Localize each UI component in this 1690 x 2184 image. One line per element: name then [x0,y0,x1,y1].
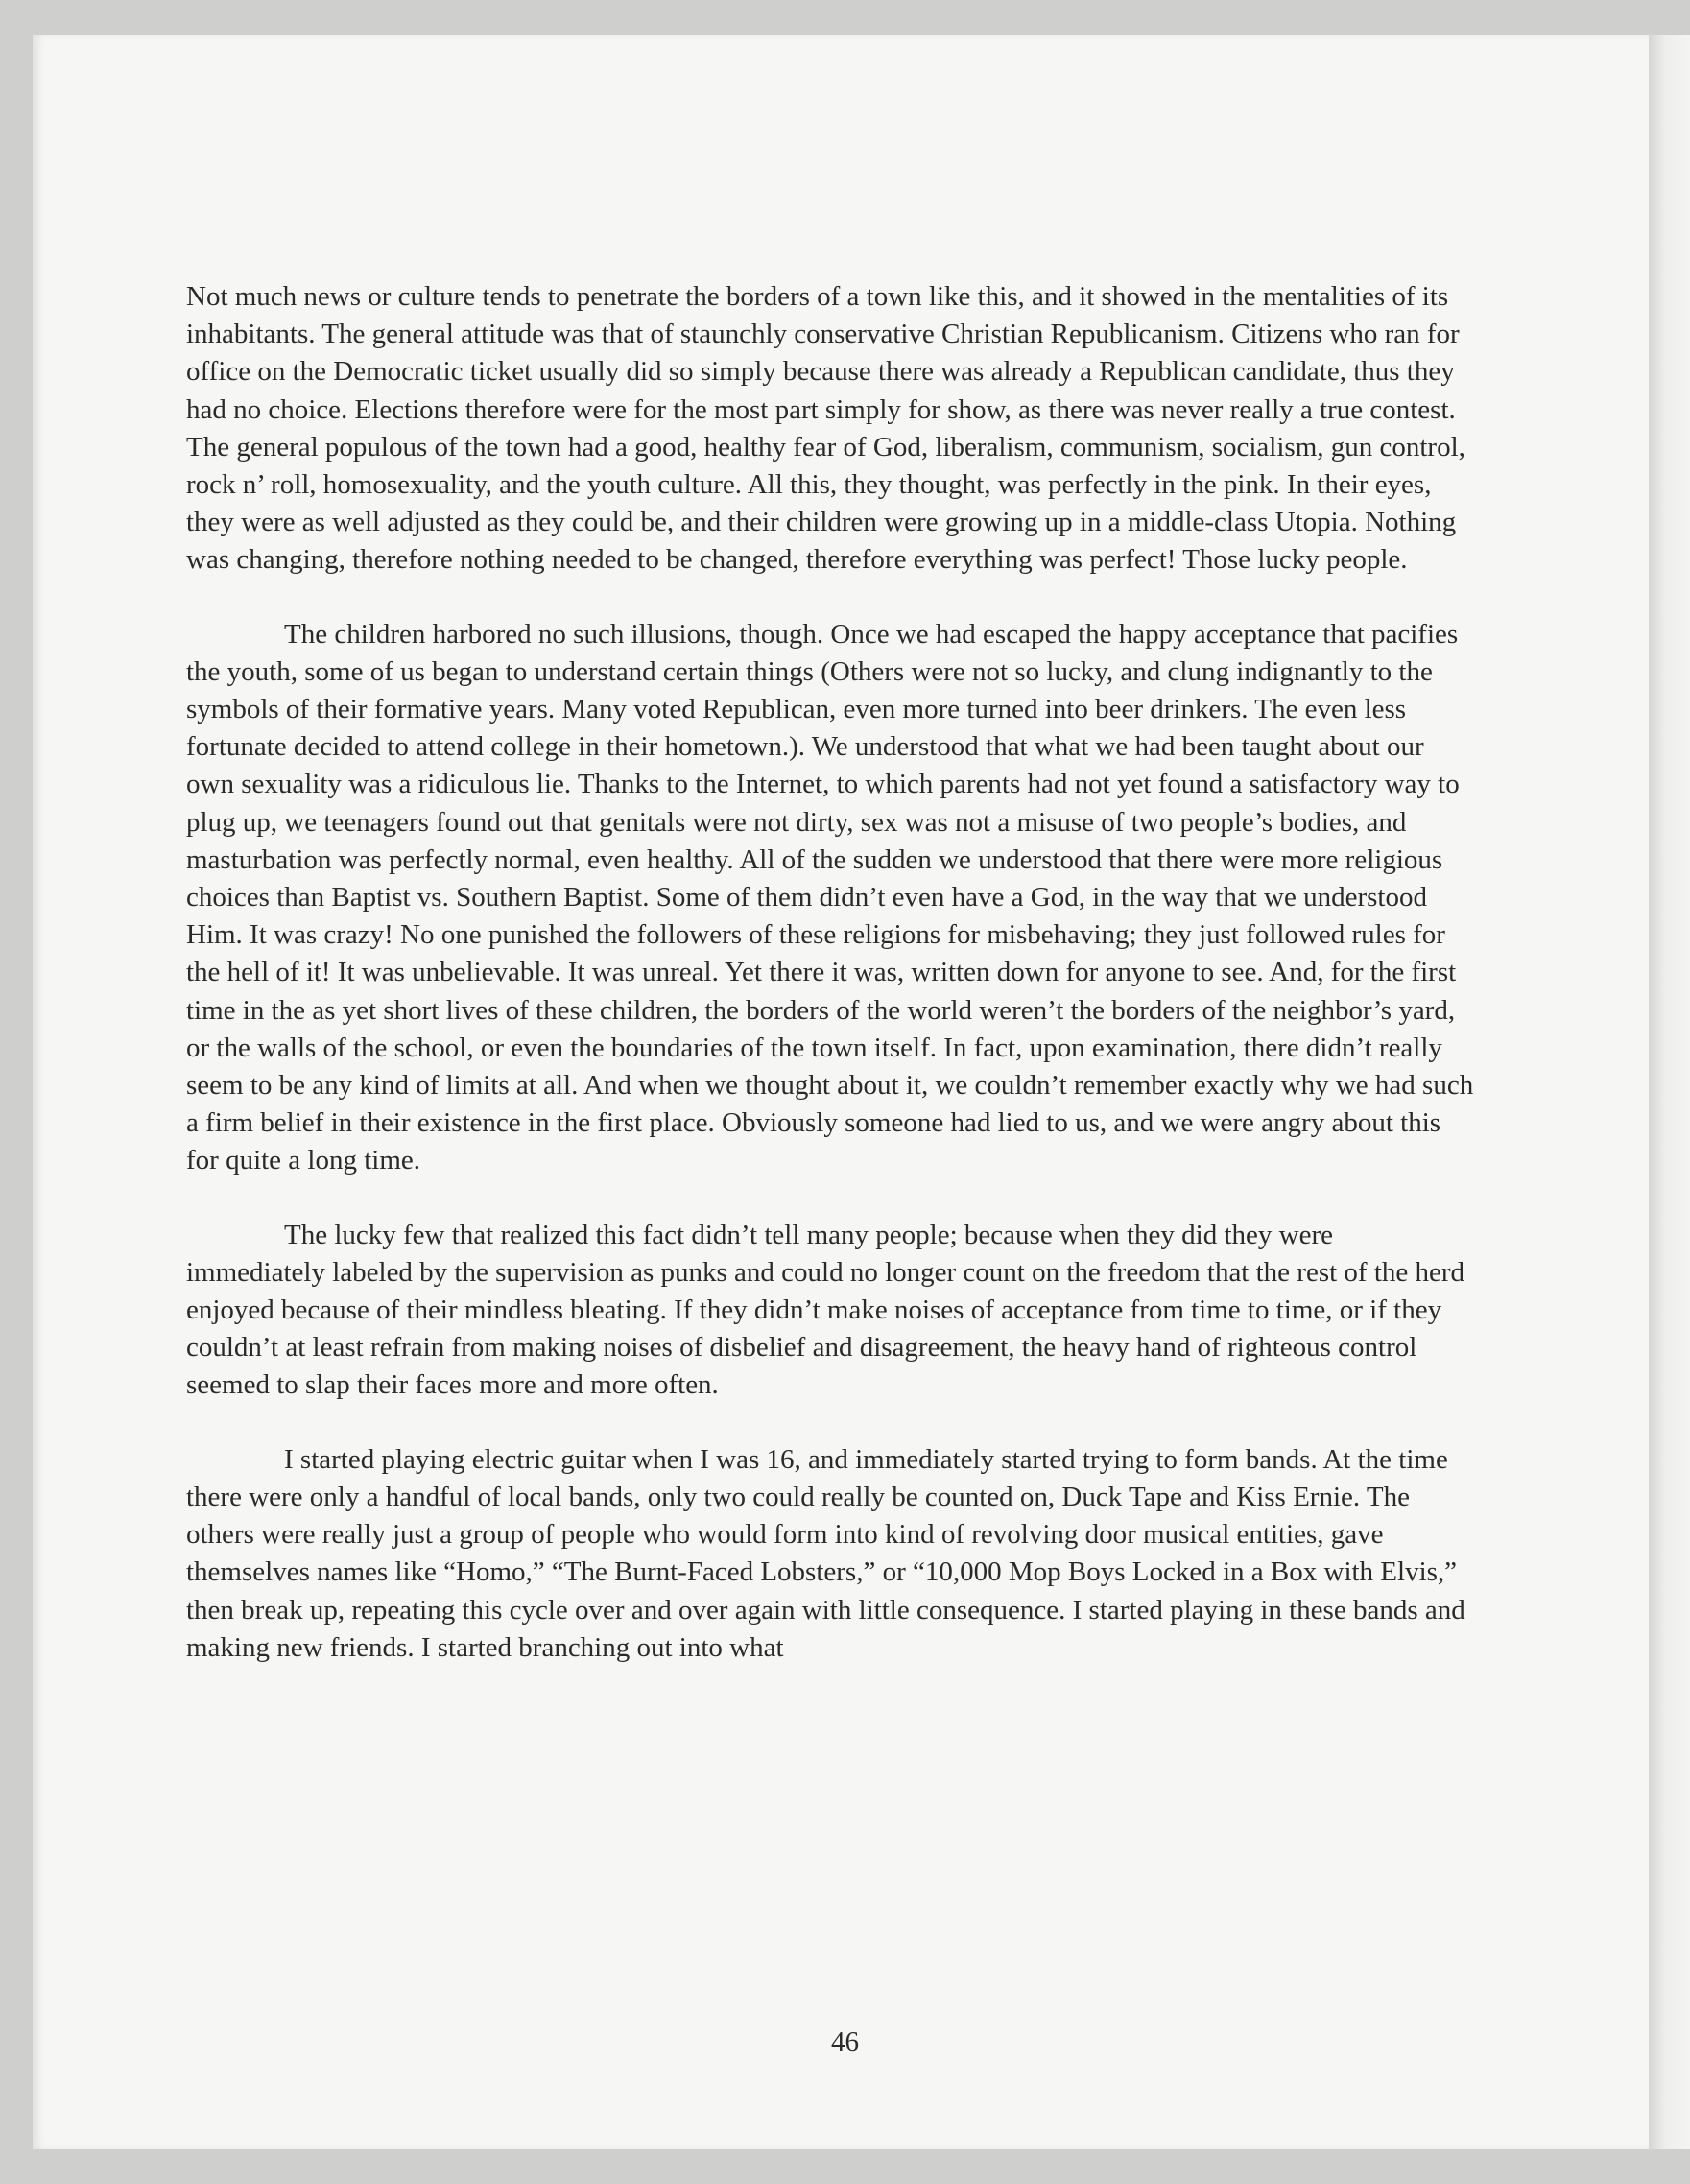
page-edge-shadow [1649,35,1690,2149]
paragraph-1: Not much news or culture tends to penetrate the borders of a town like this, and it showed in the mentalities of its inhabitants. The general attitude was that of staunchly conservative Christian Republicanism. Citizens who ran for office on the Democratic ticket usually did so simply because there was already a Republican candidate, thus they had no choice. Elections therefore were for the most part simply for show, as there was never really a true contest. The general populous of the town had a good, healthy fear of God, liberalism, communism, socialism, gun control, rock n’ roll, homosexuality, and the youth culture. All this, they thought, was perfectly in the pink. In their eyes, they were as well adjusted as they could be, and their children were growing up in a middle-class Utopia. Nothing was changing, therefore nothing needed to be changed, therefore everything was perfect! Those lucky people. [186,281,1465,576]
paragraph-4: I started playing electric guitar when I was 16, and immediately started trying to form bands. At the time there were only a handful of local bands, only two could really be counted on, Duck Tape and Kiss Ernie. The others were really just a group of people who would form into kind of revolving door musical entities, gave themselves names like “Homo,” “The Burnt-Faced Lobsters,” or “10,000 Mop Boys Locked in a Box with Elvis,” then break up, repeating this cycle over and over again with little consequence. I started playing in these bands and making new friends. I started branching out into what [186,1443,1465,1663]
paragraph-2: The children harbored no such illusions, though. Once we had escaped the happy acceptance that pacifies the youth, some of us began to understand certain things (Others were not so lucky, and clung indignantly to the symbols of their formative years. Many voted Republican, even more turned into beer drinkers. The even less fortunate decided to attend college in their hometown.). We understood that what we had been taught about our own sexuality was a ridiculous lie. Thanks to the Internet, to which parents had not yet found a satisfactory way to plug up, we teenagers found out that genitals were not dirty, sex was not a misuse of two people’s bodies, and masturbation was perfectly normal, even healthy. All of the sudden we understood that there were more religious choices than Baptist vs. Southern Baptist. Some of them didn’t even have a God, in the way that we understood Him. It was crazy! No one punished the followers of these religions for misbehaving; they just followed rules for the hell of it! It was unbelievable. It was unreal. Yet there it was, written down for anyone to see. And, for the first time in the as yet short lives of these children, the borders of the world weren’t the borders of the neighbor’s yard, or the walls of the school, or even the boundaries of the town itself. In fact, upon examination, there didn’t really seem to be any kind of limits at all. And when we thought about it, we couldn’t remember exactly why we had such a firm belief in their existence in the first place. Obviously someone had lied to us, and we were angry about this for quite a long time. [186,618,1474,1176]
body-text [186,278,1478,1667]
paragraph-3: The lucky few that realized this fact didn’t tell many people; because when they did they were immediately labeled by the supervision as punks and could no longer count on the freedom that the rest of the herd enjoyed because of their mindless bleating. If they didn’t make noises of acceptance from time to time, or if they couldn’t at least refrain from making noises of disbelief and disagreement, the heavy hand of righteous control seemed to slap their faces more and more often. [186,1219,1465,1401]
page-number: 46 [831,2027,859,2057]
